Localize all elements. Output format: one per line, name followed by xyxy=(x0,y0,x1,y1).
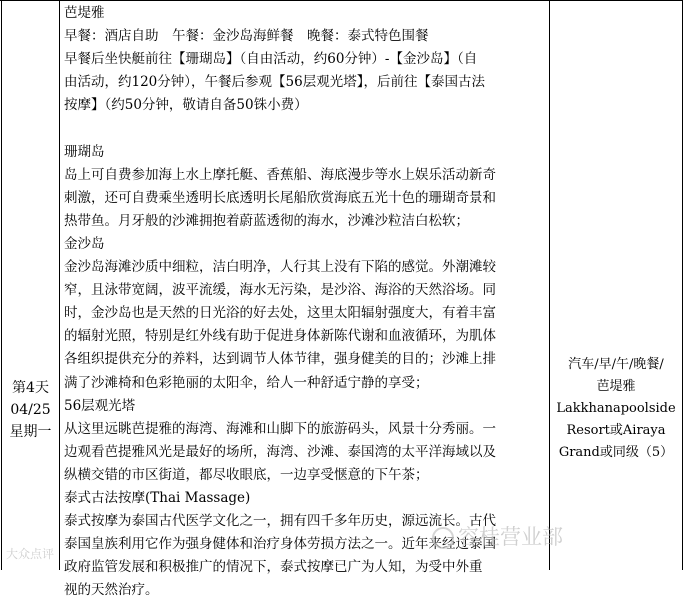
transport-hotel-line: Lakkhanapoolside xyxy=(556,401,676,416)
content-line: 纵横交错的市区街道，都尽收眼底，一边享受惬意的下午茶； xyxy=(64,466,429,483)
content-line: 满了沙滩椅和色彩艳丽的太阳伞，给人一种舒适宁静的享受； xyxy=(64,374,429,391)
day-column xyxy=(1,0,60,570)
content-line: 泰式古法按摩(Thai Massage) xyxy=(64,489,251,506)
content-line: 芭堤雅 xyxy=(64,5,105,21)
content-line: 政府监管发展和积极推广的情况下，泰式按摩已广为人知，为受中外重 xyxy=(64,559,483,576)
watermark-right-text: 容桂营业部 xyxy=(458,525,563,549)
transport-hotel-line: Grand或同级（5） xyxy=(558,445,674,460)
content-line: 各组织提供充分的养料，达到调节人体节律，强身健美的目的；沙滩上排 xyxy=(64,351,496,368)
watermark-left-text: 大众点评 xyxy=(6,547,55,561)
content-line: 的辐射光照，特别是红外线有助于促进身体新陈代谢和血液循环，为肌体 xyxy=(64,328,496,345)
transport-hotel-cell xyxy=(552,354,680,464)
content-column xyxy=(59,0,550,599)
transport-hotel-line: 汽车/早/午/晚餐/ xyxy=(568,357,664,372)
content-line: 刺激，还可自费乘坐透明长底透明长尾船欣赏海底五光十色的珊瑚奇景和 xyxy=(64,189,496,206)
content-line: 热带鱼。月牙般的沙滩拥抱着蔚蓝透彻的海水，沙滩沙粒洁白松软； xyxy=(64,212,469,229)
content-line: 由活动，约120分钟），午餐后参观【56层观光塔】，后前往【泰国古法 xyxy=(64,74,485,91)
content-line: 岛上可自费参加海上水上摩托艇、香蕉船、海底漫步等水上娱乐活动新奇 xyxy=(64,166,496,183)
transport-hotel-line: 芭堤雅 xyxy=(596,379,636,394)
watermark-left xyxy=(6,545,54,562)
day-date: 04/25 xyxy=(10,402,51,418)
itinerary-content xyxy=(64,2,548,602)
content-line: 56层观光塔 xyxy=(64,397,136,414)
content-line: 边观看芭提雅风光是最好的场所，海湾、沙滩、泰国湾的太平洋海域以及 xyxy=(64,443,496,460)
content-line: 早餐：酒店自助 午餐：金沙岛海鲜餐 晚餐：泰式特色围餐 xyxy=(64,28,429,45)
day-label: 第4天 xyxy=(12,380,49,396)
transport-hotel-column xyxy=(550,0,683,570)
content-line: 时，金沙岛也是天然的日光浴的好去处，这里太阳辐射强度大，有着丰富 xyxy=(64,305,496,322)
content-line: 金沙岛 xyxy=(64,235,105,252)
day-weekday: 星期一 xyxy=(9,424,52,440)
blank-line xyxy=(64,117,548,140)
content-line: 珊瑚岛 xyxy=(64,143,105,160)
day-cell xyxy=(2,377,59,443)
content-line: 泰国皇族利用它作为强身健体和治疗身体劳损方法之一。近年来经过泰国 xyxy=(64,536,496,553)
content-line: 金沙岛海滩沙质中细粒，洁白明净，人行其上没有下陷的感觉。外潮滩较 xyxy=(64,259,496,276)
content-line: 视的天然治疗。 xyxy=(64,582,159,599)
transport-hotel-line: Resort或Airaya xyxy=(566,423,666,438)
content-line: 按摩】（约50分钟，敬请自备50铢小费） xyxy=(64,97,308,114)
content-line: 窄，且泳带宽阔，波平流缓，海水无污染，是沙浴、海浴的天然浴场。同 xyxy=(64,282,496,299)
watermark-logo-icon xyxy=(432,527,454,549)
content-line: 从这里远眺芭提雅的海湾、海滩和山脚下的旅游码头，风景十分秀丽。一 xyxy=(64,420,496,437)
content-line: 泰式按摩为泰国古代医学文化之一，拥有四千多年历史，源远流长。古代 xyxy=(64,513,496,530)
content-line: 早餐后坐快艇前往【珊瑚岛】（自由活动，约60分钟）-【金沙岛】（自 xyxy=(64,51,478,68)
watermark-right xyxy=(432,521,563,551)
